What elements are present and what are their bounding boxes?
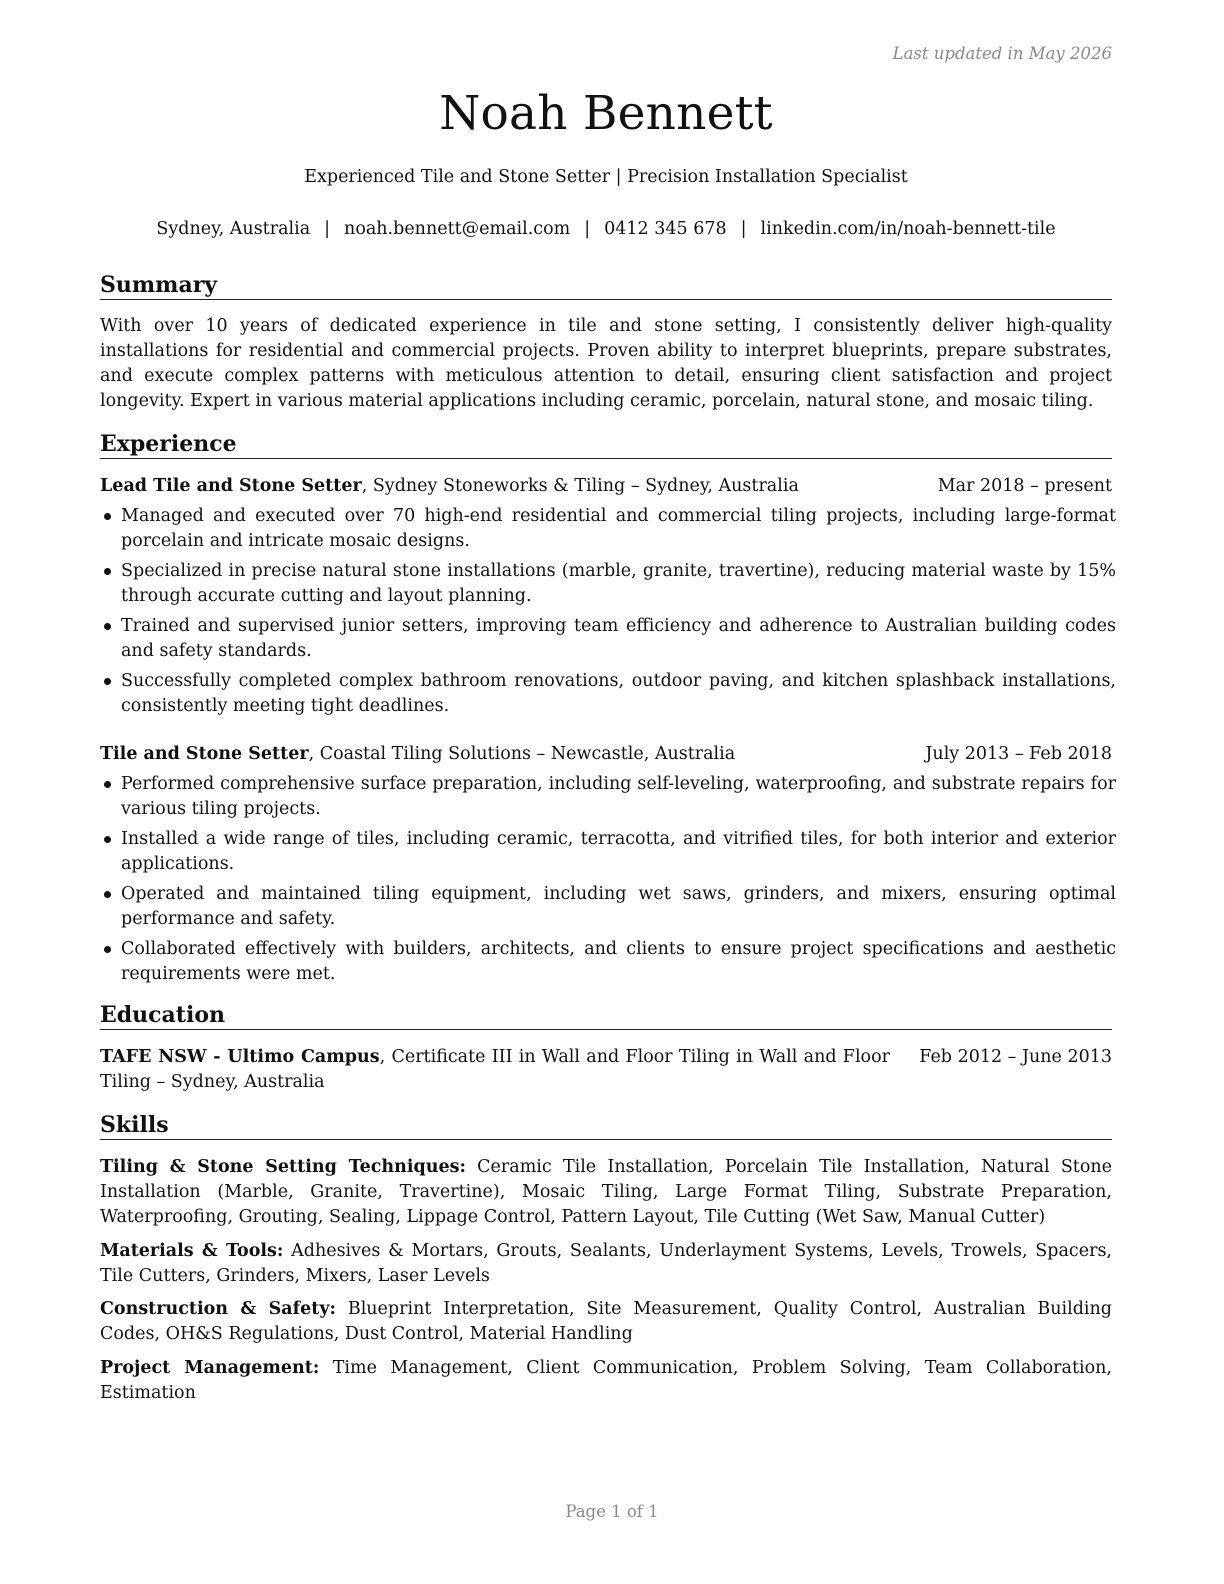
skill-group-label: Project Management: <box>100 1358 320 1378</box>
contact-line <box>100 219 1112 239</box>
education-entry <box>100 1045 1112 1095</box>
job-header <box>100 474 1112 499</box>
job-dates: Mar 2018 – present <box>937 476 1112 496</box>
contact-email[interactable]: noah.bennett@email.com <box>344 219 571 239</box>
candidate-name: Noah Bennett <box>439 86 773 141</box>
job-bullet: Collaborated effectively with builders, architects, and clients to ensure project specifications and aesthetic requirements were met. <box>100 937 1116 987</box>
job-role: Lead Tile and Stone Setter <box>100 476 362 496</box>
skill-group-label: Tiling & Stone Setting Techniques: <box>100 1157 466 1177</box>
job-bullet: Specialized in precise natural stone installations (marble, granite, travertine), reducing material waste by 15% through accurate cutting and layout planning. <box>100 559 1116 609</box>
job-bullet: Managed and executed over 70 high-end residential and commercial tiling projects, including large-format porcelain and intricate mosaic designs. <box>100 504 1116 554</box>
job-bullet: Trained and supervised junior setters, improving team efficiency and adherence to Australian building codes and safety standards. <box>100 614 1116 664</box>
job-company: , Sydney Stoneworks & Tiling – Sydney, Australia <box>361 476 799 496</box>
job-bullet: Successfully completed complex bathroom renovations, outdoor paving, and kitchen splashback installations, consistently meeting tight deadlines. <box>100 669 1116 719</box>
section-title-summary: Summary <box>100 272 1112 300</box>
skill-group-text: Ceramic Tile Installation, Porcelain Tile Installation, Natural Stone Installation (Marble, Granite, Travertine), Mosaic Tiling, Large Format Tiling, Substrate Preparation, Waterproofing, Grouting, Sealing, Lippage Control, Pattern Layout, Tile Cutting (Wet Saw, Manual Cutter) <box>100 1157 1112 1227</box>
job-header <box>100 742 1112 767</box>
skill-group-text: Time Management, Client Communication, Problem Solving, Team Collaboration, Estimation <box>100 1358 1112 1403</box>
job-company: , Coastal Tiling Solutions – Newcastle, Australia <box>308 744 736 764</box>
skill-group <box>100 1297 1112 1347</box>
job-dates: July 2013 – Feb 2018 <box>925 744 1112 764</box>
skill-group-text: Blueprint Interpretation, Site Measurement, Quality Control, Australian Building Codes, OH&S Regulations, Dust Control, Material Handling <box>100 1299 1112 1344</box>
job-bullet: Performed comprehensive surface preparation, including self-leveling, waterproofing, and substrate repairs for various tiling projects. <box>100 772 1116 822</box>
job-role: Tile and Stone Setter <box>100 744 309 764</box>
skill-group-label: Materials & Tools: <box>100 1241 284 1261</box>
section-title-education: Education <box>100 1002 1112 1030</box>
skill-group <box>100 1155 1112 1230</box>
page-number: Page 1 of 1 <box>565 1502 659 1521</box>
job-bullet: Operated and maintained tiling equipment, including wet saws, grinders, and mixers, ensuring optimal performance and safety. <box>100 882 1116 932</box>
contact-location: Sydney, Australia <box>156 219 311 239</box>
section-title-skills: Skills <box>100 1112 1112 1140</box>
skill-group-label: Construction & Safety: <box>100 1299 336 1319</box>
job-bullet-list <box>100 772 1116 992</box>
education-detail: , Certificate III in Wall and Floor Tiling in Wall and Floor Tiling – Sydney, Australia <box>100 1047 890 1092</box>
section-title-experience: Experience <box>100 431 1112 459</box>
contact-separator: | <box>740 219 747 239</box>
contact-linkedin[interactable]: linkedin.com/in/noah-bennett-tile <box>760 219 1056 239</box>
last-updated-note: Last updated in May 2026 <box>892 44 1112 63</box>
skill-group-text: Adhesives & Mortars, Grouts, Sealants, Underlayment Systems, Levels, Trowels, Spacers, Tile Cutters, Grinders, Mixers, Laser Levels <box>100 1241 1112 1286</box>
job-bullet: Installed a wide range of tiles, including ceramic, terracotta, and vitrified tiles, for both interior and exterior applications. <box>100 827 1116 877</box>
job-bullet-list <box>100 504 1116 724</box>
skill-group <box>100 1239 1112 1289</box>
contact-phone[interactable]: 0412 345 678 <box>604 219 727 239</box>
skill-group <box>100 1356 1112 1406</box>
contact-separator: | <box>584 219 591 239</box>
candidate-tagline: Experienced Tile and Stone Setter | Precision Installation Specialist <box>304 167 908 187</box>
summary-text: With over 10 years of dedicated experience in tile and stone setting, I consistently deliver high-quality installations for residential and commercial projects. Proven ability to interpret blueprints, prepare substrates, and execute complex patterns with meticulous attention to detail, ensuring client satisfaction and project longevity. Expert in various material applications including ceramic, porcelain, natural stone, and mosaic tiling. <box>100 316 1112 411</box>
education-dates: Feb 2012 – June 2013 <box>919 1047 1112 1067</box>
contact-separator: | <box>324 219 331 239</box>
education-school: TAFE NSW - Ultimo Campus <box>100 1047 380 1067</box>
